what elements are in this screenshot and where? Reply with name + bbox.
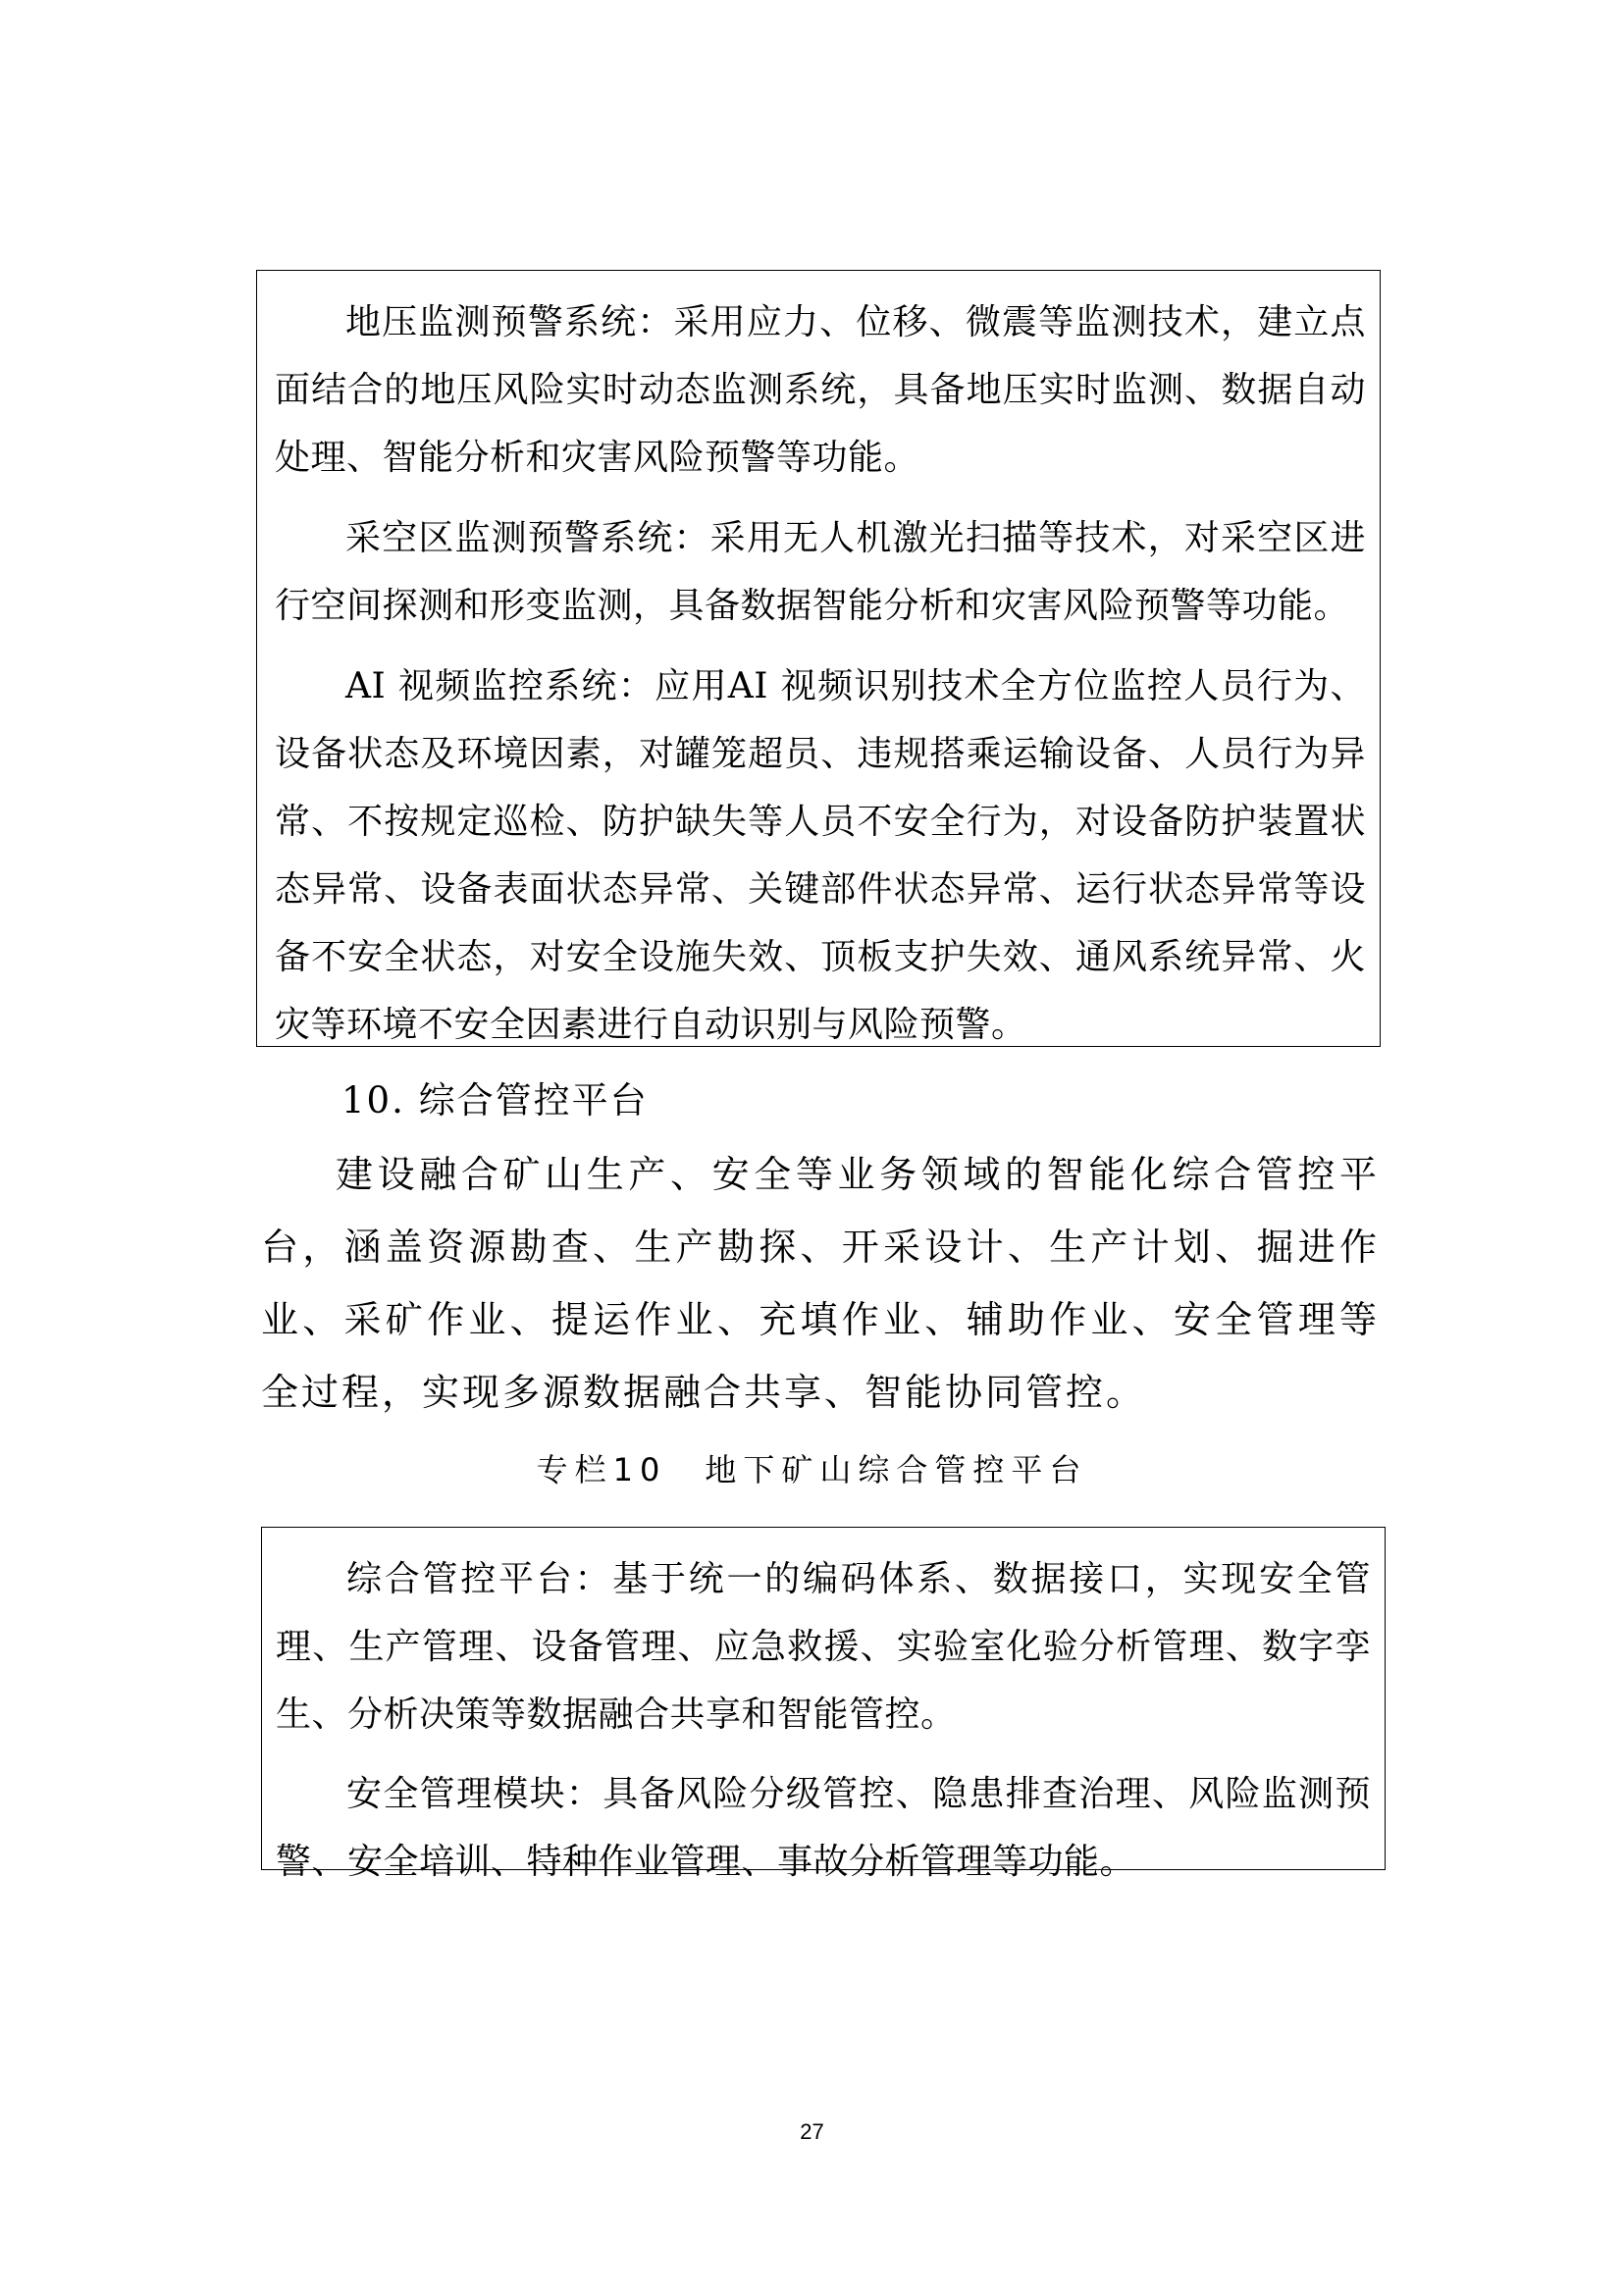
paragraph-ai-video-monitoring: AI 视频监控系统：应用AI 视频识别技术全方位监控人员行为、设备状态及环境因素，对罐笼超员、违规搭乘运输设备、人员行为异常、不按规定巡检、防护缺失等人员不安全行为，对设备防护装置状态异常、设备表面状态异常、关键部件状态异常、运行状态异常等设备不安全状态，对安全设施失效、顶板支护失效、通风系统异常、火灾等环境不安全因素进行自动识别与风险预警。 — [275, 666, 1366, 1045]
bordered-text-box-control-platform — [261, 1527, 1386, 1882]
section-body-paragraph: 建设融合矿山生产、安全等业务领域的智能化综合管控平台，涵盖资源勘查、生产勘探、开采设计、生产计划、掘进作业、采矿作业、提运作业、充填作业、辅助作业、安全管理等全过程，实现多源数据融合共享、智能协同管控。 — [261, 1153, 1380, 1414]
paragraph-integrated-control-platform: 综合管控平台：基于统一的编码体系、数据接口，实现安全管理、生产管理、设备管理、应急救援、实验室化验分析管理、数字孪生、分析决策等数据融合共享和智能管控。 — [276, 1559, 1371, 1735]
paragraph-goaf-monitoring: 采空区监测预警系统：采用无人机激光扫描等技术，对采空区进行空间探测和形变监测，具备数据智能分析和灾害风险预警等功能。 — [275, 518, 1366, 626]
column-title: 专栏10 地下矿山综合管控平台 — [536, 1451, 1088, 1488]
section-heading: 10. 综合管控平台 — [341, 1079, 649, 1121]
paragraph-ground-pressure-monitoring: 地压监测预警系统：采用应力、位移、微震等监测技术，建立点面结合的地压风险实时动态监测系统，具备地压实时监测、数据自动处理、智能分析和灾害风险预警等功能。 — [275, 302, 1366, 478]
bordered-text-box-monitoring-systems — [256, 270, 1381, 1047]
paragraph-safety-management-module: 安全管理模块：具备风险分级管控、隐患排查治理、风险监测预警、安全培训、特种作业管理、事故分析管理等功能。 — [276, 1774, 1371, 1882]
page-number: 27 — [800, 2119, 824, 2144]
